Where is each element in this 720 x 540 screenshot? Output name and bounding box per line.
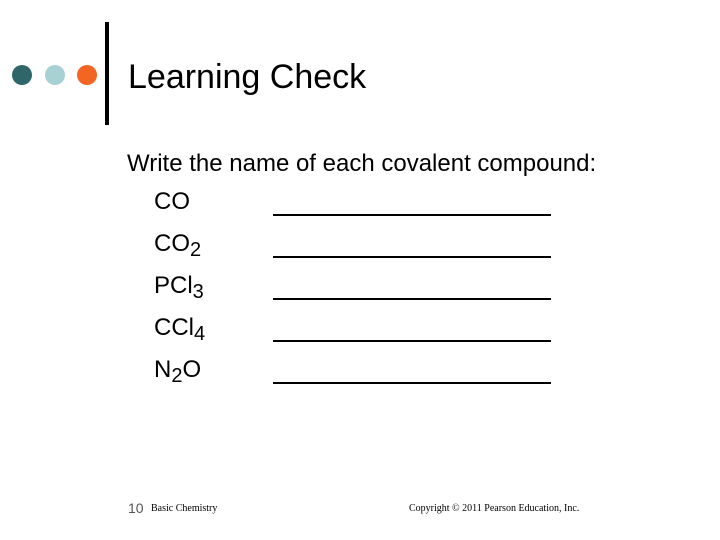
compound-formula bbox=[154, 187, 190, 217]
compound-formula bbox=[154, 313, 205, 344]
question-prompt: Write the name of each covalent compound: bbox=[127, 150, 597, 177]
formula-part: CO bbox=[154, 230, 190, 257]
formula-part: CO bbox=[154, 188, 190, 215]
slide-title: Learning Check bbox=[128, 58, 367, 96]
title-divider bbox=[105, 22, 109, 125]
compound-row bbox=[154, 351, 574, 387]
decorative-dot-light-teal bbox=[45, 65, 65, 85]
answer-blank bbox=[273, 214, 551, 216]
formula-part: O bbox=[182, 356, 202, 383]
compound-row bbox=[154, 183, 574, 219]
decorative-dot-orange bbox=[77, 65, 97, 85]
formula-subscript: 4 bbox=[194, 323, 206, 345]
footer-book-title: Basic Chemistry bbox=[151, 503, 218, 514]
page-number: 10 bbox=[128, 500, 144, 516]
compound-row bbox=[154, 267, 574, 303]
answer-blank bbox=[273, 340, 551, 342]
footer-copyright: Copyright © 2011 Pearson Education, Inc. bbox=[409, 503, 580, 514]
formula-subscript: 3 bbox=[192, 281, 204, 303]
answer-blank bbox=[273, 298, 551, 300]
formula-subscript: 2 bbox=[190, 239, 202, 261]
answer-blank bbox=[273, 382, 551, 384]
formula-subscript: 2 bbox=[171, 365, 183, 387]
formula-part: N bbox=[154, 356, 172, 383]
decorative-dot-dark-teal bbox=[12, 65, 32, 85]
compound-row bbox=[154, 309, 574, 345]
answer-blank bbox=[273, 256, 551, 258]
compound-formula bbox=[154, 355, 201, 386]
compound-formula bbox=[154, 271, 204, 302]
compound-formula bbox=[154, 229, 201, 260]
compound-row bbox=[154, 225, 574, 261]
formula-part: CCl bbox=[154, 314, 194, 341]
formula-part: PCl bbox=[154, 272, 193, 299]
